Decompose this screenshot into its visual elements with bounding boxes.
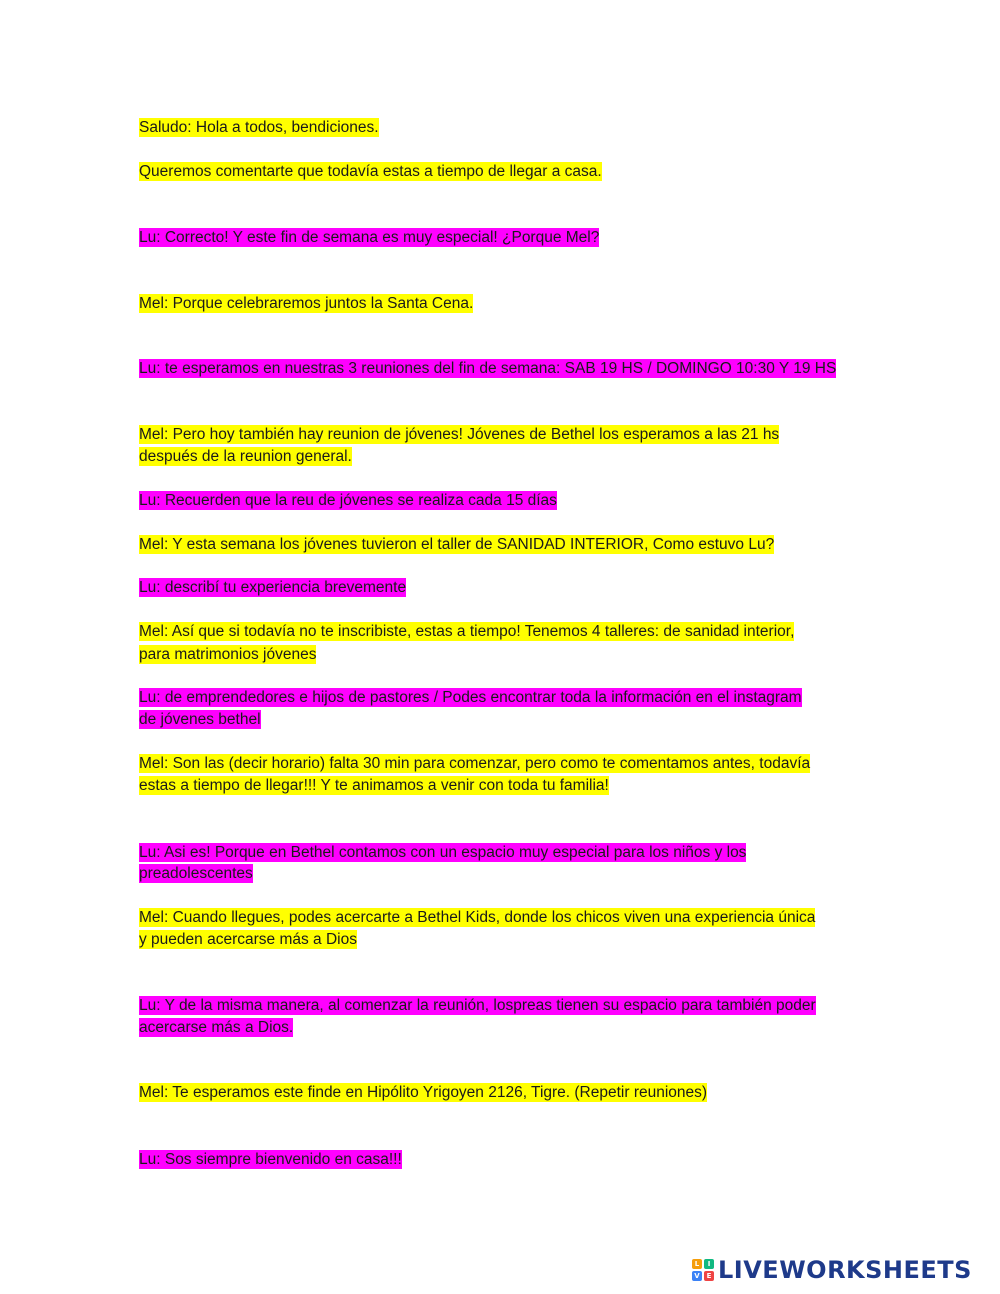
highlighted-text: y pueden acercarse más a Dios (139, 931, 357, 948)
highlighted-text: Lu: te esperamos en nuestras 3 reuniones del fin de semana: SAB 19 HS / DOMINGO 10:30 Y 19 HS (139, 360, 837, 377)
dialogue-line (139, 117, 379, 139)
logo-tile: I (704, 1259, 714, 1269)
highlighted-text: Mel: Cuando llegues, podes acercarte a Bethel Kids, donde los chicos viven una experiencia única (139, 909, 816, 926)
dialogue-line (139, 161, 602, 183)
logo-tile: E (704, 1271, 714, 1281)
highlighted-text: Lu: Y de la misma manera, al comenzar la reunión, lospreas tienen su espacio para también poder (139, 997, 816, 1014)
dialogue-line (139, 863, 253, 885)
highlighted-text: Mel: Y esta semana los jóvenes tuvieron el taller de SANIDAD INTERIOR, Como estuvo Lu? (139, 536, 775, 553)
dialogue-line (139, 709, 261, 731)
dialogue-line (139, 1149, 402, 1171)
dialogue-line (139, 446, 352, 468)
logo-tile: V (692, 1271, 702, 1281)
highlighted-text: Mel: Pero hoy también hay reunion de jóvenes! Jóvenes de Bethel los esperamos a las 21 hs (139, 426, 780, 443)
highlighted-text: para matrimonios jóvenes (139, 646, 317, 663)
highlighted-text: estas a tiempo de llegar!!! Y te animamos a venir con toda tu familia! (139, 777, 609, 794)
highlighted-text: Mel: Te esperamos este finde en Hipólito Yrigoyen 2126, Tigre. (Repetir reuniones) (139, 1084, 708, 1101)
highlighted-text: preadolescentes (139, 865, 253, 882)
dialogue-line (139, 534, 774, 556)
logo-tile: L (692, 1259, 702, 1269)
dialogue-line (139, 775, 609, 797)
dialogue-line (139, 577, 406, 599)
highlighted-text: de jóvenes bethel (139, 711, 261, 728)
liveworksheets-logo[interactable] (692, 1255, 992, 1285)
dialogue-line (139, 687, 802, 709)
highlighted-text: Lu: de emprendedores e hijos de pastores / Podes encontrar toda la información en el instagram (139, 689, 802, 706)
dialogue-line (139, 293, 473, 315)
highlighted-text: acercarse más a Dios. (139, 1019, 294, 1036)
dialogue-line (139, 358, 836, 380)
liveworksheets-logo-icon (692, 1259, 714, 1281)
dialogue-line (139, 644, 316, 666)
dialogue-line (139, 424, 779, 446)
highlighted-text: Lu: Recuerden que la reu de jóvenes se realiza cada 15 días (139, 492, 557, 509)
dialogue-line (139, 929, 357, 951)
dialogue-line (139, 907, 815, 929)
highlighted-text: Queremos comentarte que todavía estas a tiempo de llegar a casa. (139, 163, 602, 180)
dialogue-line (139, 753, 810, 775)
dialogue-line (139, 227, 599, 249)
dialogue-line (139, 1082, 707, 1104)
highlighted-text: Mel: Así que si todavía no te inscribiste, estas a tiempo! Tenemos 4 talleres: de sanidad interior, (139, 623, 795, 640)
dialogue-line (139, 621, 794, 643)
highlighted-text: Lu: Correcto! Y este fin de semana es muy especial! ¿Porque Mel? (139, 229, 600, 246)
logo-text: LIVEWORKSHEETS (718, 1256, 972, 1284)
highlighted-text: Lu: describí tu experiencia brevemente (139, 579, 407, 596)
highlighted-text: después de la reunion general. (139, 448, 352, 465)
highlighted-text: Saludo: Hola a todos, bendiciones. (139, 119, 379, 136)
dialogue-line (139, 490, 557, 512)
dialogue-line (139, 842, 746, 864)
dialogue-line (139, 1017, 293, 1039)
highlighted-text: Lu: Sos siempre bienvenido en casa!!! (139, 1151, 402, 1168)
highlighted-text: Mel: Porque celebraremos juntos la Santa Cena. (139, 295, 474, 312)
highlighted-text: Lu: Asi es! Porque en Bethel contamos con un espacio muy especial para los niños y los (139, 844, 747, 861)
dialogue-line (139, 995, 816, 1017)
highlighted-text: Mel: Son las (decir horario) falta 30 min para comenzar, pero como te comentamos antes, todavía (139, 755, 811, 772)
